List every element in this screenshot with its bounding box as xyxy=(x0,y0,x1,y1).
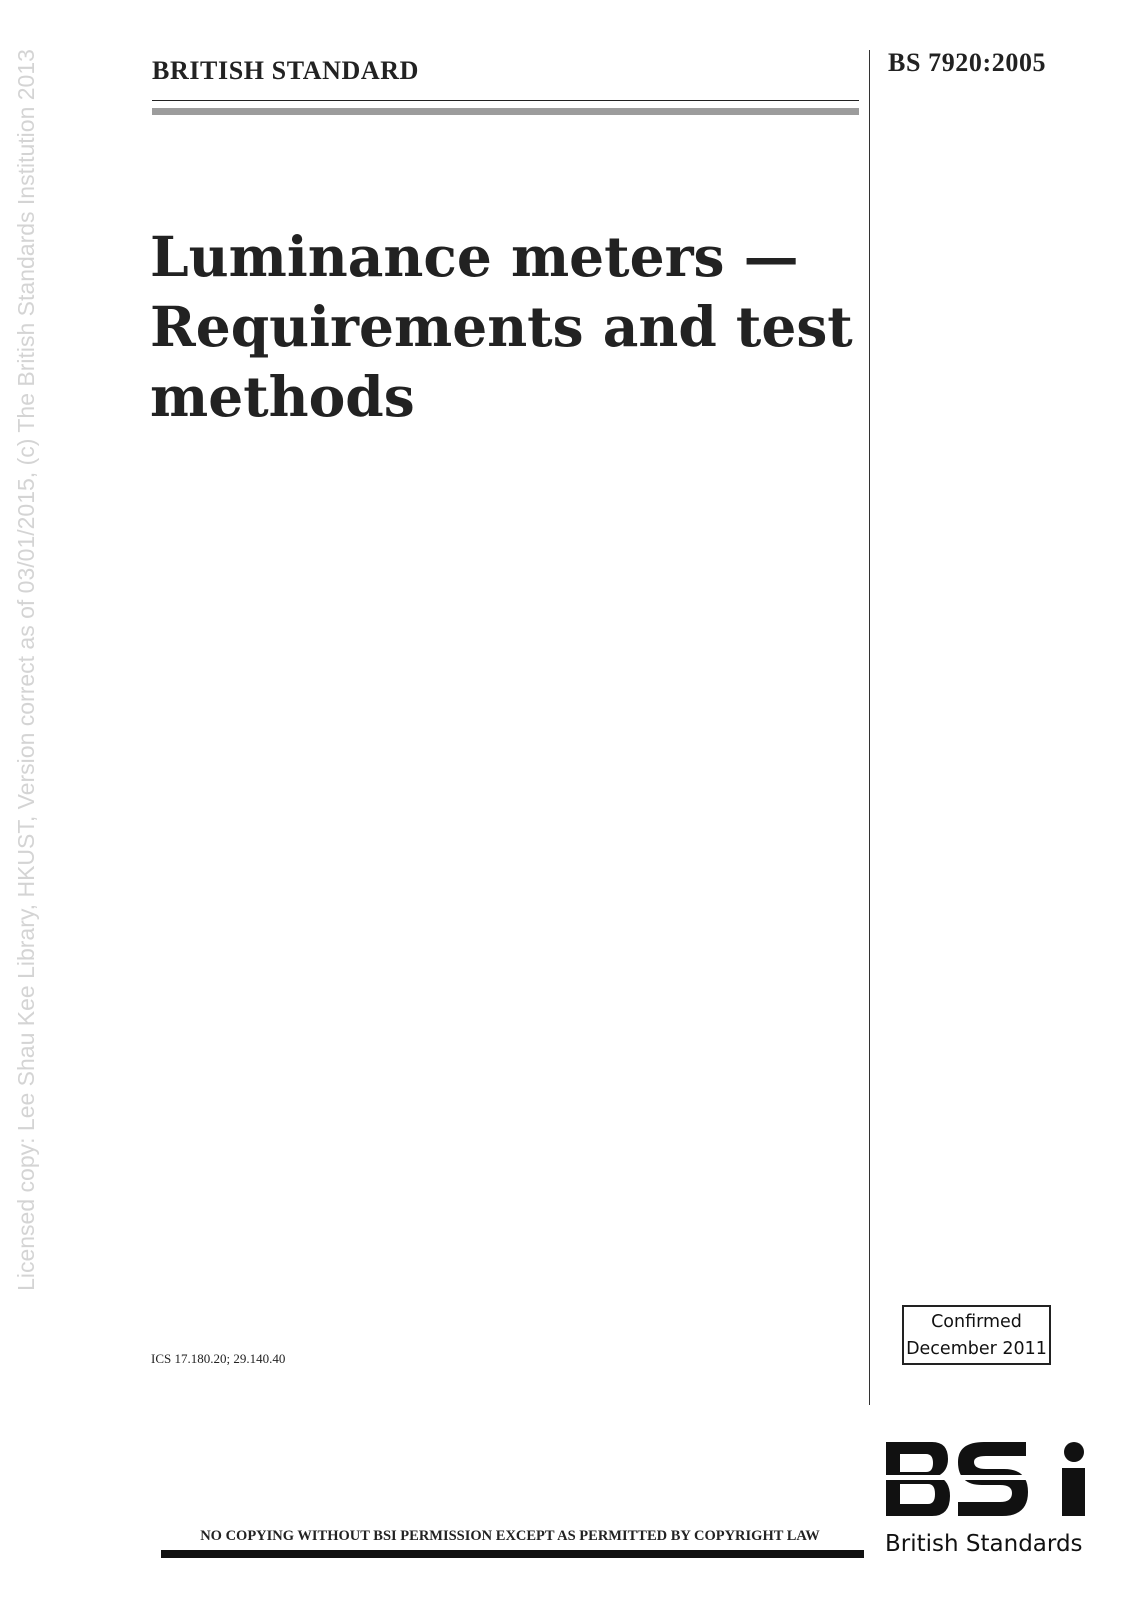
title-line-2: Requirements and test xyxy=(150,294,853,359)
header-rule-grey xyxy=(152,108,859,115)
header-rule-thin xyxy=(152,100,859,101)
title-line-1: Luminance meters — xyxy=(150,224,799,289)
license-watermark: Licensed copy: Lee Shau Kee Library, HKUST, Version correct as of 03/01/2015, (c) The British Standards Institution 2013 xyxy=(13,49,39,1291)
confirmed-label: Confirmed xyxy=(931,1312,1022,1332)
standard-number: BS 7920:2005 xyxy=(888,48,1047,77)
bsi-tagline: British Standards xyxy=(885,1531,1083,1557)
footer-rule xyxy=(161,1550,864,1558)
document-type-label: BRITISH STANDARD xyxy=(152,56,420,85)
document-title xyxy=(150,222,853,432)
copyright-notice: NO COPYING WITHOUT BSI PERMISSION EXCEPT AS PERMITTED BY COPYRIGHT LAW xyxy=(200,1528,820,1544)
column-divider xyxy=(869,50,870,1405)
confirmed-date: December 2011 xyxy=(906,1339,1047,1359)
title-line-3: methods xyxy=(150,364,415,429)
confirmed-stamp xyxy=(902,1305,1051,1365)
bsi-logo-icon xyxy=(886,1442,1086,1516)
ics-code: ICS 17.180.20; 29.140.40 xyxy=(151,1351,286,1366)
